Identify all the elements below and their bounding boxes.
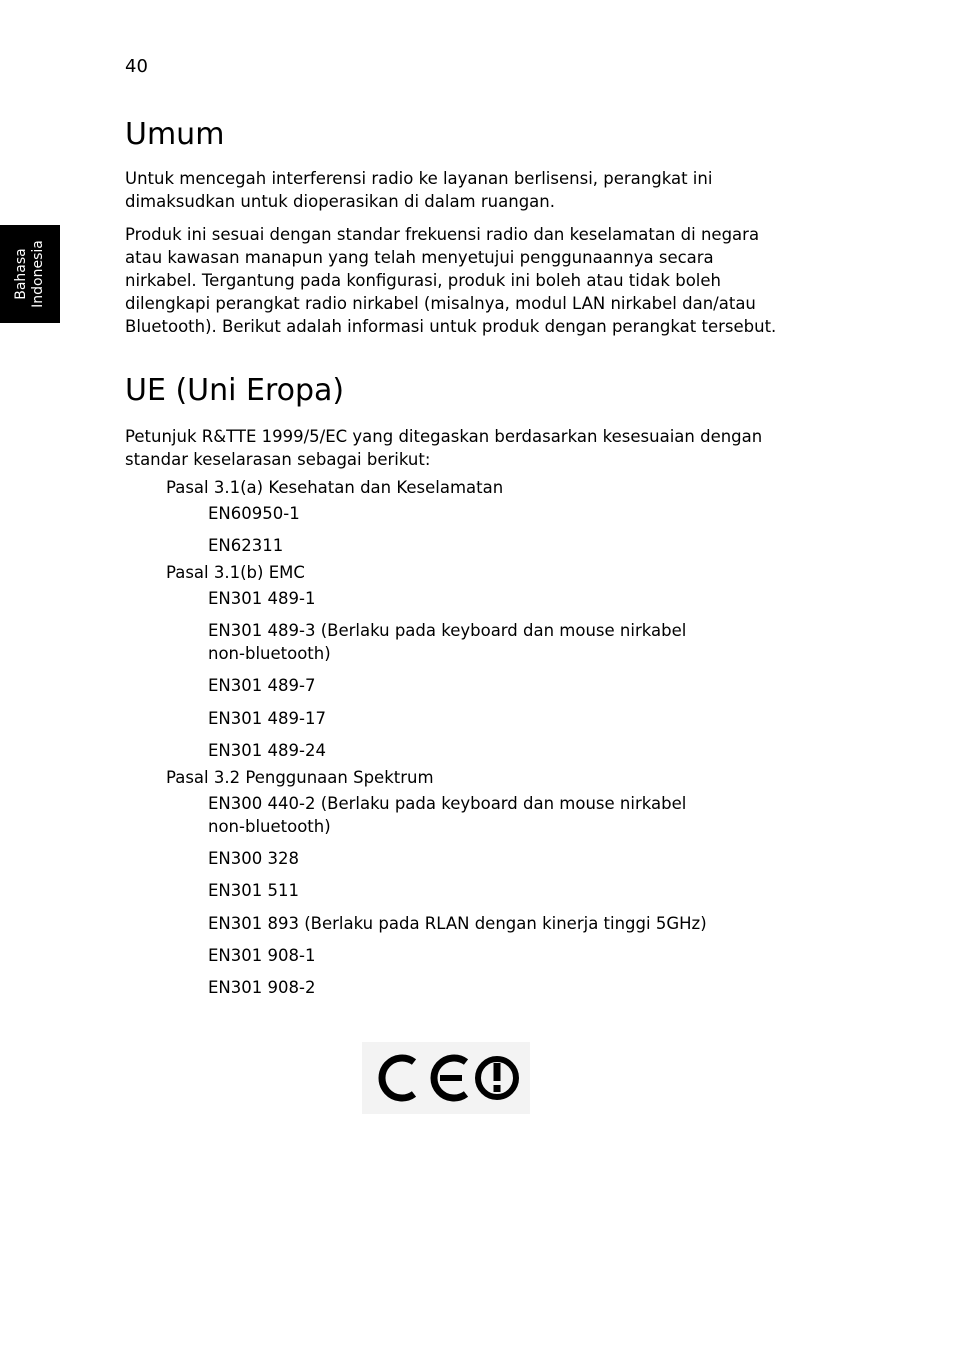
standard-item: EN301 489-24 (208, 741, 326, 760)
standard-item: EN301 908-1 (208, 946, 316, 965)
page-number: 40 (125, 56, 148, 77)
language-side-tab (0, 225, 60, 323)
standard-item: EN301 489-17 (208, 709, 326, 728)
standard-item: EN301 489-3 (Berlaku pada keyboard dan mouse nirkabel non-bluetooth) (208, 621, 687, 663)
language-label (13, 240, 47, 308)
standard-item: EN301 908-2 (208, 978, 316, 997)
standard-item: EN62311 (208, 536, 284, 555)
group-title-spectrum: Pasal 3.2 Penggunaan Spektrum (166, 768, 434, 787)
group-title-health-safety: Pasal 3.1(a) Kesehatan dan Keselamatan (166, 478, 504, 497)
umum-paragraph-2: Produk ini sesuai dengan standar frekuensi radio dan keselamatan di negara atau kawasan manapun yang telah menyetujui penggunaannya secara nirkabel. Tergantung pada konfigurasi, produk ini boleh atau tidak boleh dilengkapi perangkat radio nirkabel (misalnya, modul LAN nirkabel dan/atau Bluetooth). Berikut adalah informasi untuk produk dengan perangkat tersebut. (125, 225, 777, 336)
language-label-line2: Indonesia (30, 240, 46, 308)
standard-item: EN301 893 (Berlaku pada RLAN dengan kinerja tinggi 5GHz) (208, 914, 707, 933)
standard-item: EN301 511 (208, 881, 299, 900)
standard-item: EN301 489-1 (208, 589, 316, 608)
umum-paragraph-1: Untuk mencegah interferensi radio ke layanan berlisensi, perangkat ini dimaksudkan untuk dioperasikan di dalam ruangan. (125, 169, 713, 211)
ue-intro-paragraph: Petunjuk R&TTE 1999/5/EC yang ditegaskan berdasarkan kesesuaian dengan standar keselarasan sebagai berikut: (125, 427, 763, 469)
heading-ue: UE (Uni Eropa) (125, 373, 345, 408)
group-title-emc: Pasal 3.1(b) EMC (166, 563, 305, 582)
standard-item: EN300 328 (208, 849, 299, 868)
standard-item: EN301 489-7 (208, 676, 316, 695)
heading-umum: Umum (125, 117, 225, 152)
standard-item: EN60950-1 (208, 504, 300, 523)
ce-alert-mark-icon (362, 1042, 530, 1114)
standard-item: EN300 440-2 (Berlaku pada keyboard dan mouse nirkabel non-bluetooth) (208, 794, 687, 836)
language-label-line1: Bahasa (13, 248, 29, 300)
